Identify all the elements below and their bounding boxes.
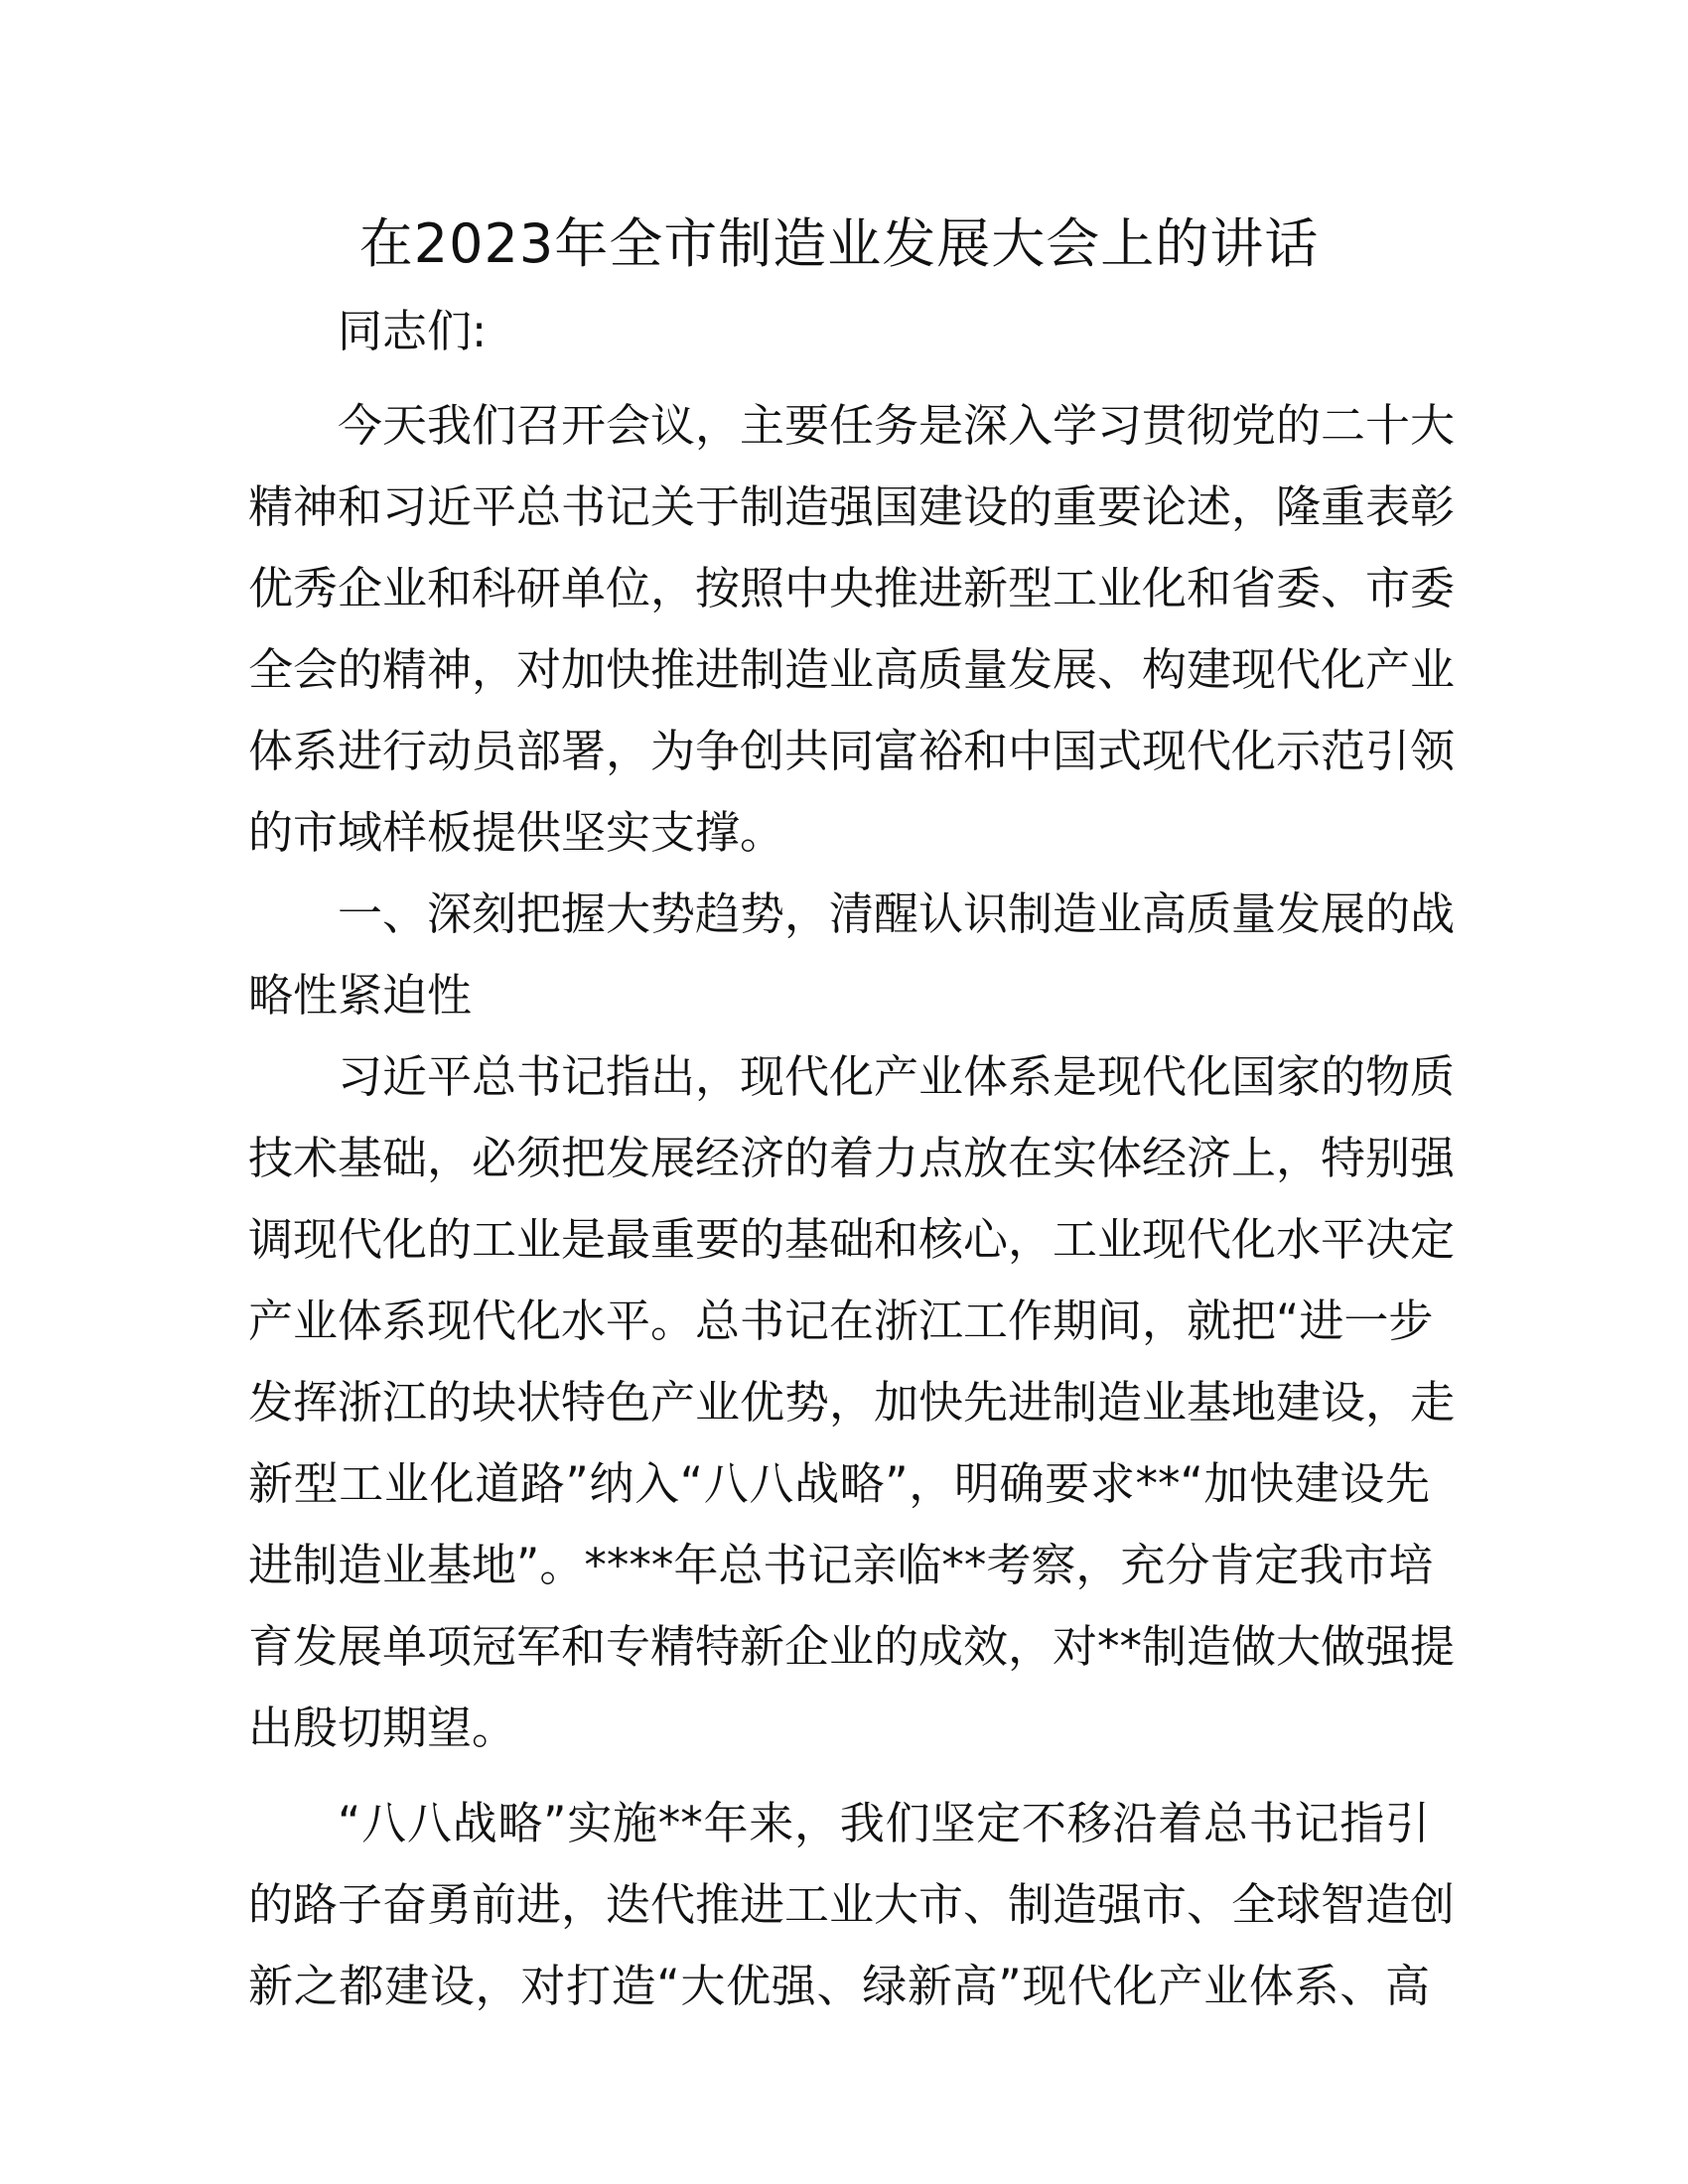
document-body xyxy=(248,195,1456,2027)
paragraph-line: 出殷切期望。 xyxy=(248,1702,517,1754)
paragraph-line: 体系进行动员部署，为争创共同富裕和中国式现代化示范引领 xyxy=(248,725,1456,777)
paragraph-line: 今天我们召开会议，主要任务是深入学习贯彻党的二十大 xyxy=(338,399,1456,452)
section-heading-1 xyxy=(248,874,1456,1036)
paragraph-line: 产业体系现代化水平。总书记在浙江工作期间，就把“进一步 xyxy=(248,1295,1434,1347)
paragraph-body-2 xyxy=(248,1783,1456,2027)
paragraph-line: 优秀企业和科研单位，按照中央推进新型工业化和省委、市委 xyxy=(248,562,1456,614)
paragraph-body-1 xyxy=(248,1036,1456,1769)
paragraph-line: 全会的精神，对加快推进制造业高质量发展、构建现代化产业 xyxy=(248,643,1456,696)
heading-line: 一、深刻把握大势趋势，清醒认识制造业高质量发展的战 xyxy=(338,887,1456,940)
paragraph-line: 育发展单项冠军和专精特新企业的成效，对**制造做大做强提 xyxy=(248,1620,1456,1673)
paragraph-line: 调现代化的工业是最重要的基础和核心，工业现代化水平决定 xyxy=(248,1213,1456,1266)
paragraph-line: “八八战略”实施**年来，我们坚定不移沿着总书记指引 xyxy=(338,1797,1430,1849)
heading-line: 略性紧迫性 xyxy=(248,969,473,1022)
paragraph-line: 的市域样板提供坚实支撑。 xyxy=(248,806,785,859)
salutation: 同志们: xyxy=(338,305,488,357)
paragraph-line: 新型工业化道路”纳入“八八战略”，明确要求**“加快建设先 xyxy=(248,1457,1430,1510)
paragraph-line: 精神和习近平总书记关于制造强国建设的重要论述，隆重表彰 xyxy=(248,480,1456,533)
document-title: 在2023年全市制造业发展大会上的讲话 xyxy=(358,212,1320,275)
paragraph-line: 技术基础，必须把发展经济的着力点放在实体经济上，特别强 xyxy=(248,1132,1456,1184)
paragraph-line: 的路子奋勇前进，迭代推进工业大市、制造强市、全球智造创 xyxy=(248,1878,1456,1931)
paragraph-line: 习近平总书记指出，现代化产业体系是现代化国家的物质 xyxy=(338,1050,1456,1103)
paragraph-line: 新之都建设，对打造“大优强、绿新高”现代化产业体系、高 xyxy=(248,1960,1430,2012)
paragraph-intro xyxy=(248,385,1456,874)
paragraph-line: 进制造业基地”。****年总书记亲临**考察，充分肯定我市培 xyxy=(248,1539,1434,1591)
paragraph-line: 发挥浙江的块状特色产业优势，加快先进制造业基地建设，走 xyxy=(248,1376,1456,1429)
